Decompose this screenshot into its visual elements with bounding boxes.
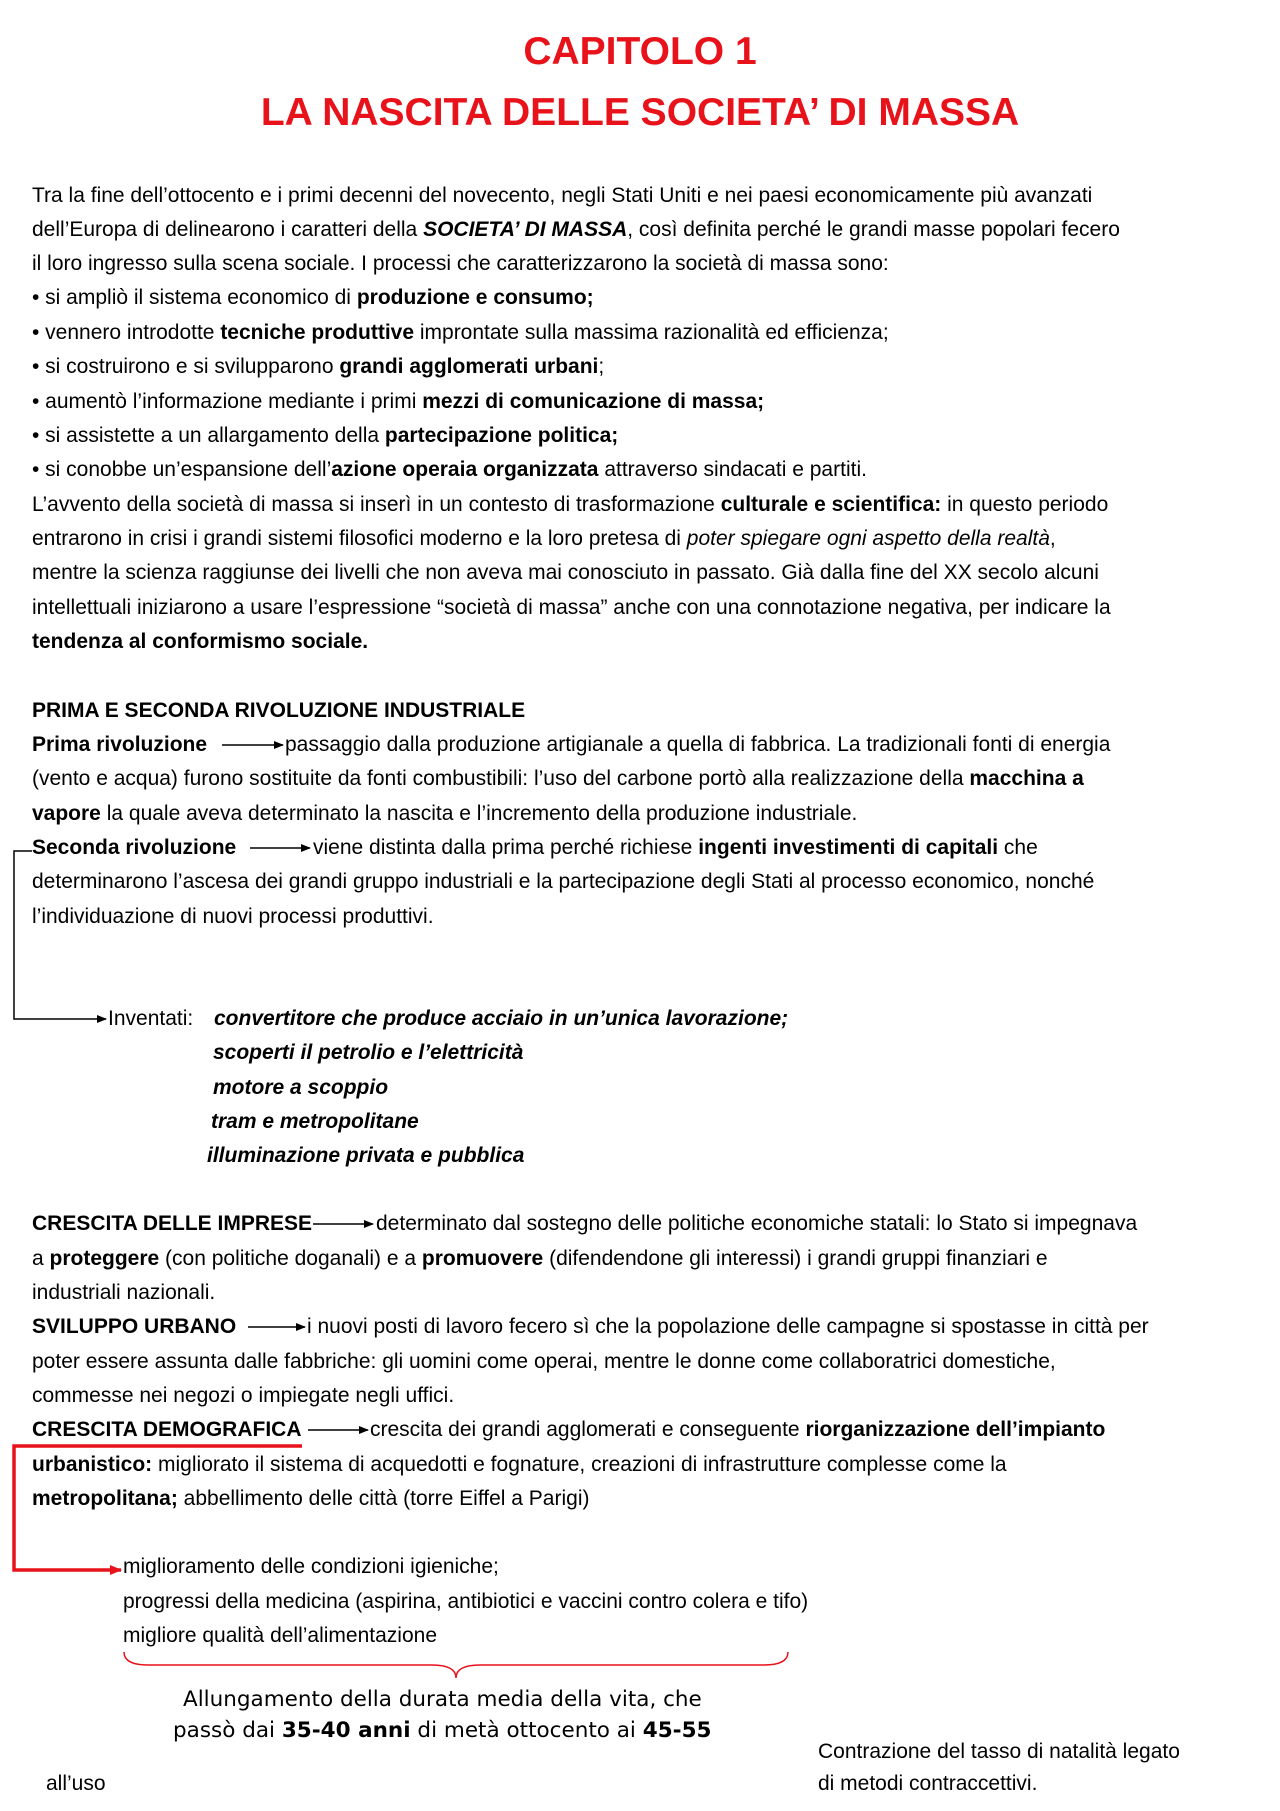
avvento-line-3: mentre la scienza raggiunse dei livelli che non aveva mai conosciuto in passato. Già dalla fine del XX secolo alcuni <box>32 561 1099 584</box>
miglioramento-item: progressi della medicina (aspirina, antibiotici e vaccini contro colera e tifo) <box>123 1590 809 1613</box>
red-bracket <box>14 1446 302 1570</box>
prima-rivoluzione-line-3: vapore la quale aveva determinato la nascita e l’incremento della produzione industriale. <box>32 802 858 825</box>
inventati-item: motore a scoppio <box>213 1076 389 1099</box>
inventati-item: convertitore che produce acciaio in un’unica lavorazione; <box>214 1007 789 1030</box>
avvento-line-2: entrarono in crisi i grandi sistemi filosofici moderno e la loro pretesa di poter spiegare ogni aspetto della realtà, <box>32 527 1056 550</box>
chapter-subtitle: LA NASCITA DELLE SOCIETA’ DI MASSA <box>260 91 1020 134</box>
avvento-line-4: intellettuali iniziarono a usare l’espressione “società di massa” anche con una connotazione negativa, per indicare la <box>32 596 1111 619</box>
urbano-line-3: commesse nei negozi o impiegate negli uffici. <box>32 1384 455 1407</box>
inventati-item: scoperti il petrolio e l’elettricità <box>213 1041 524 1064</box>
inventati-item: tram e metropolitane <box>211 1110 419 1133</box>
contrazione-line-2: di metodi contraccettivi. <box>818 1772 1038 1795</box>
imprese-line-3: industriali nazionali. <box>32 1281 216 1304</box>
seconda-rivoluzione-line-1: viene distinta dalla prima perché richiese ingenti investimenti di capitali che <box>313 836 1038 859</box>
urbano-label: SVILUPPO URBANO <box>32 1315 237 1338</box>
intro-line-1: Tra la fine dell’ottocento e i primi decenni del novecento, negli Stati Uniti e nei paesi economicamente più avanzati <box>32 184 1093 207</box>
prima-rivoluzione-line-1: passaggio dalla produzione artigianale a quella di fabbrica. La tradizionali fonti di energia <box>285 733 1111 756</box>
intro-line-2: dell’Europa di delinearono i caratteri della SOCIETA’ DI MASSA, così definita perché le grandi masse popolari fecero <box>32 218 1120 241</box>
bullet-item: • vennero introdotte tecniche produttive improntate sulla massima razionalità ed efficienza; <box>32 321 889 344</box>
intro-line-3: il loro ingresso sulla scena sociale. I processi che caratterizzarono la società di massa sono: <box>32 252 889 275</box>
allungamento-line-1: Allungamento della durata media della vita, che <box>183 1687 702 1712</box>
bracket-inventati <box>14 851 106 1019</box>
demografica-line-2: urbanistico: migliorato il sistema di acquedotti e fognature, creazioni di infrastrutture complesse come la <box>32 1453 1007 1476</box>
bullet-item: • aumentò l’informazione mediante i primi mezzi di comunicazione di massa; <box>32 390 765 413</box>
imprese-line-1: determinato dal sostegno delle politiche economiche statali: lo Stato si impegnava <box>376 1212 1138 1235</box>
chapter-title: CAPITOLO 1 <box>523 30 757 73</box>
inventati-label: Inventati: <box>108 1007 194 1030</box>
allungamento-line-2: passò dai 35-40 anni di metà ottocento ai 45-55 <box>173 1718 712 1743</box>
imprese-line-2: a proteggere (con politiche doganali) e a promuovere (difendendone gli interessi) i grandi gruppi finanziari e <box>32 1247 1048 1270</box>
demografica-line-1: crescita dei grandi agglomerati e conseguente riorganizzazione dell’impianto <box>370 1418 1106 1441</box>
section-heading-rivoluzione: PRIMA E SECONDA RIVOLUZIONE INDUSTRIALE <box>32 699 526 722</box>
avvento-line-5: tendenza al conformismo sociale. <box>32 630 369 653</box>
bullet-item: • si conobbe un’espansione dell’azione operaia organizzata attraverso sindacati e partiti. <box>32 458 867 481</box>
bullet-item: • si costruirono e si svilupparono grandi agglomerati urbani; <box>32 355 605 378</box>
contrazione-line-1: Contrazione del tasso di natalità legato <box>818 1740 1180 1763</box>
urbano-line-2: poter essere assunta dalle fabbriche: gli uomini come operai, mentre le donne come collaboratrici domestiche, <box>32 1350 1056 1373</box>
prima-rivoluzione-label: Prima rivoluzione <box>32 733 208 756</box>
miglioramento-item: miglioramento delle condizioni igieniche; <box>123 1555 499 1578</box>
seconda-rivoluzione-line-3: l’individuazione di nuovi processi produttivi. <box>32 905 434 928</box>
imprese-label: CRESCITA DELLE IMPRESE <box>32 1212 313 1235</box>
seconda-rivoluzione-label: Seconda rivoluzione <box>32 836 237 859</box>
alluso-fragment: all’uso <box>46 1772 106 1795</box>
seconda-rivoluzione-line-2: determinarono l’ascesa dei grandi gruppo industriali e la partecipazione degli Stati al processo economico, nonché <box>32 870 1095 893</box>
avvento-line-1: L’avvento della società di massa si inserì in un contesto di trasformazione culturale e scientifica: in questo periodo <box>32 493 1109 516</box>
bullet-item: • si ampliò il sistema economico di produzione e consumo; <box>32 286 594 309</box>
prima-rivoluzione-line-2: (vento e acqua) furono sostituite da fonti combustibili: l’uso del carbone portò alla realizzazione della macchina a <box>32 767 1084 790</box>
demografica-label: CRESCITA DEMOGRAFICA <box>32 1418 302 1441</box>
demografica-line-3: metropolitana; abbellimento delle città (torre Eiffel a Parigi) <box>32 1487 590 1510</box>
bullet-item: • si assistette a un allargamento della partecipazione politica; <box>32 424 619 447</box>
inventati-item: illuminazione privata e pubblica <box>207 1144 525 1167</box>
urbano-line-1: i nuovi posti di lavoro fecero sì che la popolazione delle campagne si spostasse in città per <box>307 1315 1149 1338</box>
miglioramento-item: migliore qualità dell’alimentazione <box>123 1624 438 1647</box>
curly-brace <box>124 1652 788 1678</box>
